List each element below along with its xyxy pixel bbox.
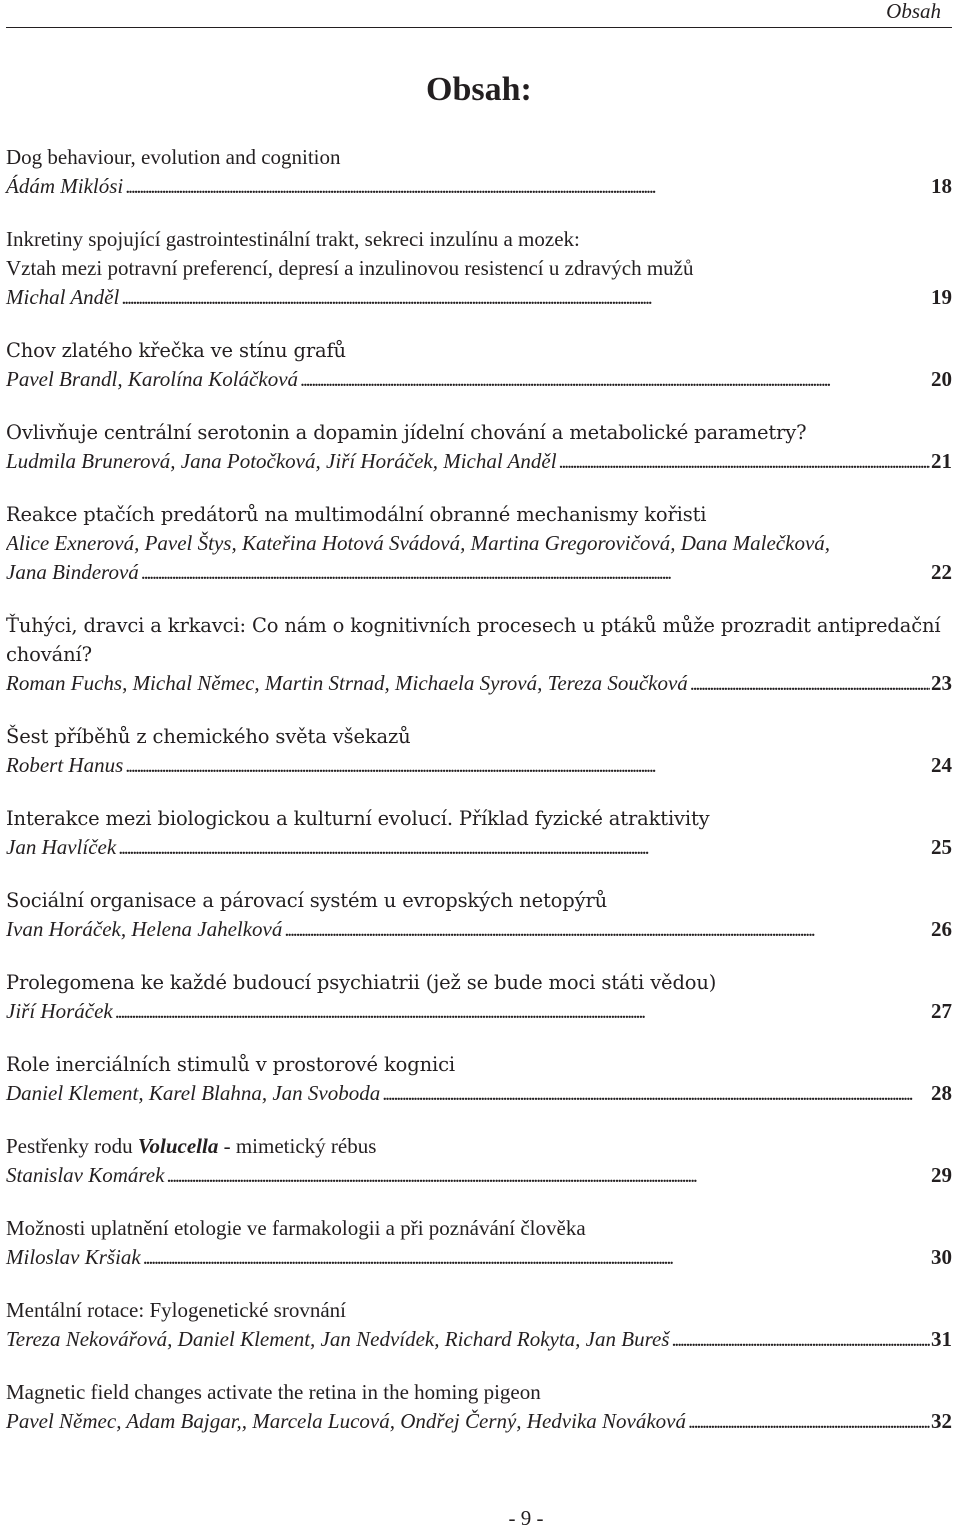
toc-entry: [6, 500, 952, 588]
dot-leader: [125, 751, 930, 781]
toc-entry: [6, 804, 952, 863]
entry-page-number: 19: [931, 285, 952, 309]
entry-authors: Pavel Brandl, Karolína Koláčková: [6, 367, 299, 391]
dot-leader: [143, 1243, 930, 1273]
entry-page-number: 23: [931, 671, 952, 695]
entry-author-line: [6, 447, 952, 477]
entry-authors: Jan Havlíček: [6, 835, 117, 859]
dot-leader: [671, 1325, 930, 1355]
entry-author-line: [6, 558, 952, 588]
entry-page-number: 25: [931, 835, 952, 859]
entry-authors: Miloslav Kršiak: [6, 1245, 141, 1269]
entry-author-line: [6, 997, 952, 1027]
entry-authors: Tereza Nekovářová, Daniel Klement, Jan Nedvídek, Richard Rokyta, Jan Bureš: [6, 1327, 670, 1351]
entry-title: Inkretiny spojující gastrointestinální trakt, sekreci inzulínu a mozek:: [6, 227, 580, 251]
entry-title: Vztah mezi potravní preferencí, depresí a inzulinovou resistencí u zdravých mužů: [6, 256, 694, 280]
entry-title: Interakce mezi biologickou a kulturní evolucí. Příklad fyzické atraktivity: [6, 807, 710, 830]
toc-entry: [6, 1378, 952, 1437]
dot-leader: [118, 833, 930, 863]
entry-authors: Jiří Horáček: [6, 999, 113, 1023]
entry-authors: Alice Exnerová, Pavel Štys, Kateřina Hotová Svádová, Martina Gregorovičová, Dana Malečková,: [6, 531, 831, 555]
entry-page-number: 24: [931, 753, 952, 777]
entry-title: Prolegomena ke každé budoucí psychiatrii (jež se bude moci státi vědou): [6, 971, 717, 994]
toc-entry: [6, 722, 952, 781]
toc-entry: [6, 1296, 952, 1355]
entry-title: Šest příběhů z chemického světa všekazů: [6, 725, 411, 748]
entry-author-line: [6, 1079, 952, 1109]
entry-authors: Michal Anděl: [6, 285, 120, 309]
entry-page-number: 27: [931, 999, 952, 1023]
entry-title: Role inerciálních stimulů v prostorové kognici: [6, 1053, 455, 1076]
entry-author-line: [6, 1161, 952, 1191]
dot-leader: [115, 997, 930, 1027]
entry-title: [6, 1132, 952, 1161]
entry-page-number: 20: [931, 367, 952, 391]
entry-title: Dog behaviour, evolution and cognition: [6, 145, 341, 169]
dot-leader: [300, 365, 930, 395]
entry-title-prefix: Pestřenky rodu: [6, 1134, 138, 1158]
entry-page-number: 22: [931, 560, 952, 584]
page-number: - 9 -: [508, 1506, 544, 1530]
toc-entry: [6, 1214, 952, 1273]
entry-author-line: [6, 172, 952, 202]
dot-leader: [166, 1161, 930, 1191]
entry-authors: Jana Binderová: [6, 560, 139, 584]
table-of-contents: [6, 143, 952, 1460]
entry-page-number: 30: [931, 1245, 952, 1269]
dot-leader: [688, 1407, 930, 1437]
toc-entry: [6, 336, 952, 395]
entry-page-number: 32: [931, 1409, 952, 1433]
entry-authors: Ludmila Brunerová, Jana Potočková, Jiří Horáček, Michal Anděl: [6, 449, 557, 473]
dot-leader: [690, 669, 930, 699]
entry-authors: Stanislav Komárek: [6, 1163, 165, 1187]
entry-author-line: [6, 915, 952, 945]
entry-authors: Daniel Klement, Karel Blahna, Jan Svoboda: [6, 1081, 381, 1105]
entry-title: Magnetic field changes activate the retina in the homing pigeon: [6, 1380, 541, 1404]
page-title: Obsah:: [426, 71, 532, 108]
toc-entry: [6, 418, 952, 477]
toc-entry: [6, 968, 952, 1027]
entry-title: Ovlivňuje centrální serotonin a dopamin jídelní chování a metabolické parametry?: [6, 421, 807, 444]
toc-entry: [6, 611, 952, 699]
entry-author-line: [6, 365, 952, 395]
entry-authors: Robert Hanus: [6, 753, 124, 777]
entry-page-number: 31: [931, 1327, 952, 1351]
entry-title-suffix: - mimetický rébus: [218, 1134, 377, 1158]
entry-title-genus: Volucella: [137, 1134, 219, 1158]
entry-author-line: [6, 1407, 952, 1437]
entry-title: Ťuhýci, dravci a krkavci: Co nám o kognitivních procesech u ptáků může prozradit antipredační chování?: [6, 614, 941, 666]
entry-title: Chov zlatého křečka ve stínu grafů: [6, 339, 346, 362]
dot-leader: [141, 558, 930, 588]
toc-entry: [6, 225, 952, 313]
entry-page-number: 26: [931, 917, 952, 941]
entry-author-line: [6, 833, 952, 863]
entry-title: Mentální rotace: Fylogenetické srovnání: [6, 1298, 346, 1322]
entry-author-line: [6, 283, 952, 313]
entry-page-number: 29: [931, 1163, 952, 1187]
entry-authors: Ádám Miklósi: [6, 174, 124, 198]
entry-page-number: 18: [931, 174, 952, 198]
toc-entry: [6, 886, 952, 945]
dot-leader: [284, 915, 930, 945]
entry-title: Sociální organisace a párovací systém u evropských netopýrů: [6, 889, 608, 912]
entry-author-line: [6, 1243, 952, 1273]
toc-entry: [6, 1050, 952, 1109]
entry-author-line: [6, 1325, 952, 1355]
entry-title: Reakce ptačích predátorů na multimodální obranné mechanismy kořisti: [6, 503, 707, 526]
dot-leader: [121, 283, 930, 313]
toc-entry: [6, 1132, 952, 1191]
dot-leader: [382, 1079, 930, 1109]
header-rule: [6, 27, 952, 28]
running-head: Obsah: [886, 0, 941, 23]
entry-title: Možnosti uplatnění etologie ve farmakologii a při poznávání člověka: [6, 1216, 586, 1240]
entry-author-line: [6, 751, 952, 781]
entry-page-number: 28: [931, 1081, 952, 1105]
toc-entry: [6, 143, 952, 202]
entry-page-number: 21: [931, 449, 952, 473]
entry-author-line: [6, 669, 952, 699]
dot-leader: [559, 447, 930, 477]
entry-authors: Roman Fuchs, Michal Němec, Martin Strnad, Michaela Syrová, Tereza Součková: [6, 671, 688, 695]
entry-authors: Pavel Němec, Adam Bajgar,, Marcela Lucová, Ondřej Černý, Hedvika Nováková: [6, 1409, 686, 1433]
dot-leader: [125, 172, 930, 202]
entry-authors: Ivan Horáček, Helena Jahelková: [6, 917, 283, 941]
